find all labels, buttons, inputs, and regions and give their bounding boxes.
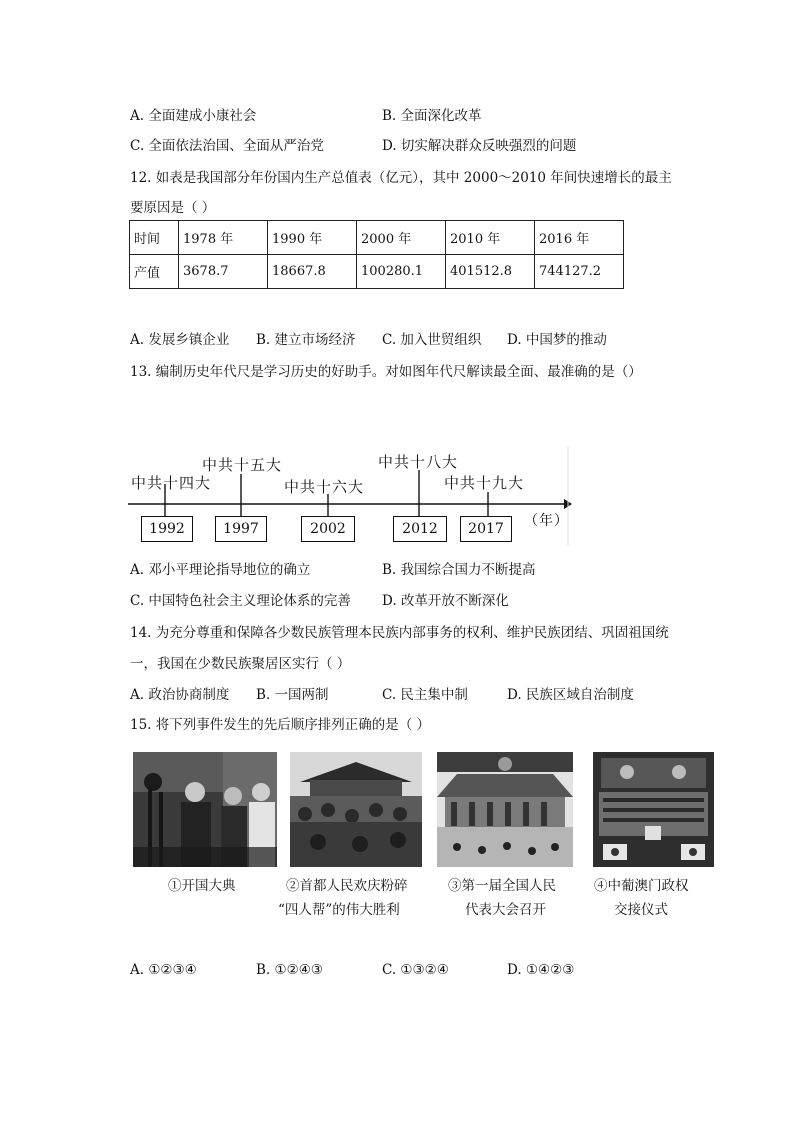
caption-celebration-line1: ②首都人民欢庆粉碎	[286, 878, 408, 894]
q14-stem-line1: 14. 为充分尊重和保障各少数民族管理本民族内部事务的权利、维护民族团结、巩固祖国统	[130, 625, 669, 641]
table-cell: 时间	[130, 221, 179, 255]
timeline-event-16th: 中共十六大	[284, 478, 365, 496]
gdp-table	[129, 220, 624, 289]
q14-option-d: D. 民族区域自治制度	[507, 687, 634, 703]
caption-founding-ceremony: ①开国大典	[168, 878, 236, 894]
caption-first-npc-line1: ③第一届全国人民	[448, 878, 556, 894]
caption-first-npc-line2: 代表大会召开	[465, 902, 546, 918]
caption-macau-line2: 交接仪式	[614, 902, 668, 918]
photo-celebration	[290, 752, 422, 867]
caption-macau-line1: ④中葡澳门政权	[594, 878, 689, 894]
table-cell: 18667.8	[268, 255, 357, 289]
q13-option-d: D. 改革开放不断深化	[382, 593, 509, 609]
timeline-event-18th: 中共十八大	[378, 453, 459, 471]
caption-celebration-line2: “四人帮”的伟大胜利	[278, 902, 400, 918]
q13-option-a: A. 邓小平理论指导地位的确立	[130, 562, 311, 578]
timeline-figure	[128, 446, 572, 546]
table-cell: 2016 年	[535, 221, 624, 255]
photo-macau-handover	[593, 752, 714, 867]
q15-stem-line1: 15. 将下列事件发生的先后顺序排列正确的是（ ）	[130, 717, 431, 733]
timeline-event-14th: 中共十四大	[131, 474, 212, 492]
table-cell: 2000 年	[357, 221, 446, 255]
timeline-year-1992: 1992	[141, 516, 193, 542]
q15-option-a: A. ①②③④	[130, 962, 197, 978]
q11-option-b: B. 全面深化改革	[382, 108, 482, 124]
timeline-year-2017: 2017	[460, 516, 512, 542]
q11-option-a: A. 全面建成小康社会	[130, 108, 257, 124]
q12-option-a: A. 发展乡镇企业	[130, 332, 230, 348]
table-row	[130, 221, 624, 255]
table-cell: 100280.1	[357, 255, 446, 289]
q12-option-b: B. 建立市场经济	[256, 332, 356, 348]
timeline-event-19th: 中共十九大	[444, 474, 525, 492]
photo-founding-ceremony	[133, 752, 277, 867]
timeline-year-1997: 1997	[215, 516, 267, 542]
q15-option-d: D. ①④②③	[507, 962, 575, 978]
photo-first-npc	[437, 752, 573, 867]
q14-option-b: B. 一国两制	[256, 687, 329, 703]
q12-stem-line2: 要原因是（ ）	[130, 200, 216, 216]
q12-option-d: D. 中国梦的推动	[507, 332, 607, 348]
q11-option-d: D. 切实解决群众反映强烈的问题	[382, 138, 577, 154]
q13-option-b: B. 我国综合国力不断提高	[382, 562, 536, 578]
table-cell: 744127.2	[535, 255, 624, 289]
table-cell: 1978 年	[179, 221, 268, 255]
q11-option-c: C. 全面依法治国、全面从严治党	[130, 138, 324, 154]
table-cell: 2010 年	[446, 221, 535, 255]
timeline-unit: （年）	[524, 513, 569, 529]
q14-stem-line2: 一，我国在少数民族聚居区实行（ ）	[130, 656, 351, 672]
q13-stem-line1: 13. 编制历史年代尺是学习历史的好助手。对如图年代尺解读最全面、最准确的是（）	[130, 364, 642, 380]
table-row	[130, 255, 624, 289]
table-cell: 1990 年	[268, 221, 357, 255]
q13-option-c: C. 中国特色社会主义理论体系的完善	[130, 593, 351, 609]
timeline-year-2002: 2002	[301, 516, 355, 542]
q14-option-c: C. 民主集中制	[382, 687, 468, 703]
q12-option-c: C. 加入世贸组织	[382, 332, 482, 348]
q15-option-c: C. ①③②④	[382, 962, 449, 978]
q12-stem-line1: 12. 如表是我国部分年份国内生产总值表（亿元），其中 2000～2010 年间快速增长的最主	[130, 170, 672, 186]
q15-option-b: B. ①②④③	[256, 962, 323, 978]
timeline-year-2012: 2012	[393, 516, 447, 542]
table-cell: 3678.7	[179, 255, 268, 289]
table-cell: 401512.8	[446, 255, 535, 289]
timeline-event-15th: 中共十五大	[202, 456, 283, 474]
table-cell: 产值	[130, 255, 179, 289]
q14-option-a: A. 政治协商制度	[130, 687, 230, 703]
